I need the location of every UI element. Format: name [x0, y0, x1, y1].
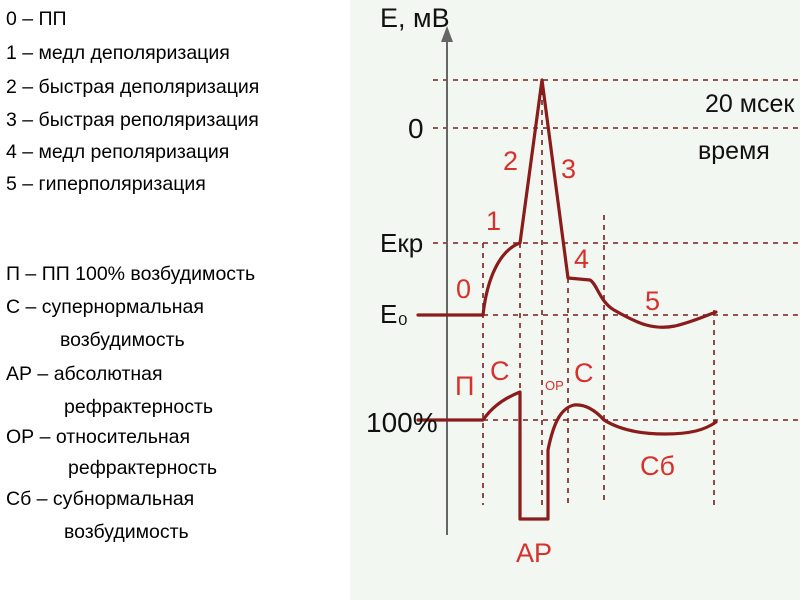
legend-line: П – ПП 100% возбудимость: [6, 263, 256, 285]
rest-level-label: E₀: [380, 299, 409, 329]
legend-line: АР – абсолютная: [6, 363, 163, 385]
legend-line: 0 – ПП: [6, 8, 67, 30]
level-zero-label: 0: [408, 113, 424, 144]
rest-excitability-label: П: [455, 371, 475, 401]
legend-line: возбудимость: [60, 329, 185, 351]
legend-line: рефрактерность: [68, 457, 218, 479]
diagram-panel: [350, 0, 800, 600]
full-excitability-label: 100%: [366, 407, 438, 438]
phase-1-label: 1: [486, 206, 502, 236]
legend-panel: [0, 0, 356, 600]
relative-refractory-label: ОР: [545, 378, 564, 393]
time-axis-label: время: [698, 137, 770, 165]
legend-line: 1 – медл деполяризация: [6, 42, 230, 64]
supernormal-label-left: С: [490, 356, 510, 386]
phase-3-label: 3: [561, 154, 577, 184]
legend-line: Сб – субнормальная: [6, 488, 195, 510]
subnormal-label: Сб: [640, 451, 675, 481]
phase-4-label: 4: [574, 244, 590, 274]
phase-5-label: 5: [645, 286, 661, 316]
legend-line: С – супернормальная: [6, 296, 204, 318]
legend-line: 4 – медл реполяризация: [6, 141, 230, 163]
legend-line: рефрактерность: [64, 396, 214, 418]
supernormal-label-right: С: [574, 358, 594, 388]
threshold-level-label: Eкр: [380, 228, 424, 258]
action-potential-diagram: [350, 0, 800, 600]
phase-2-label: 2: [503, 146, 519, 176]
legend-line: 2 – быстрая деполяризация: [6, 76, 260, 98]
y-axis-label: E, мВ: [380, 3, 450, 33]
time-scale-label: 20 мсек: [705, 90, 795, 118]
absolute-refractory-label: АР: [516, 538, 553, 568]
legend-line: 5 – гиперполяризация: [6, 173, 206, 195]
legend-line: 3 – быстрая реполяризация: [6, 109, 259, 131]
legend-line: ОР – относительная: [6, 426, 191, 448]
legend-line: возбудимость: [64, 521, 189, 543]
phase-0-label: 0: [456, 274, 472, 304]
